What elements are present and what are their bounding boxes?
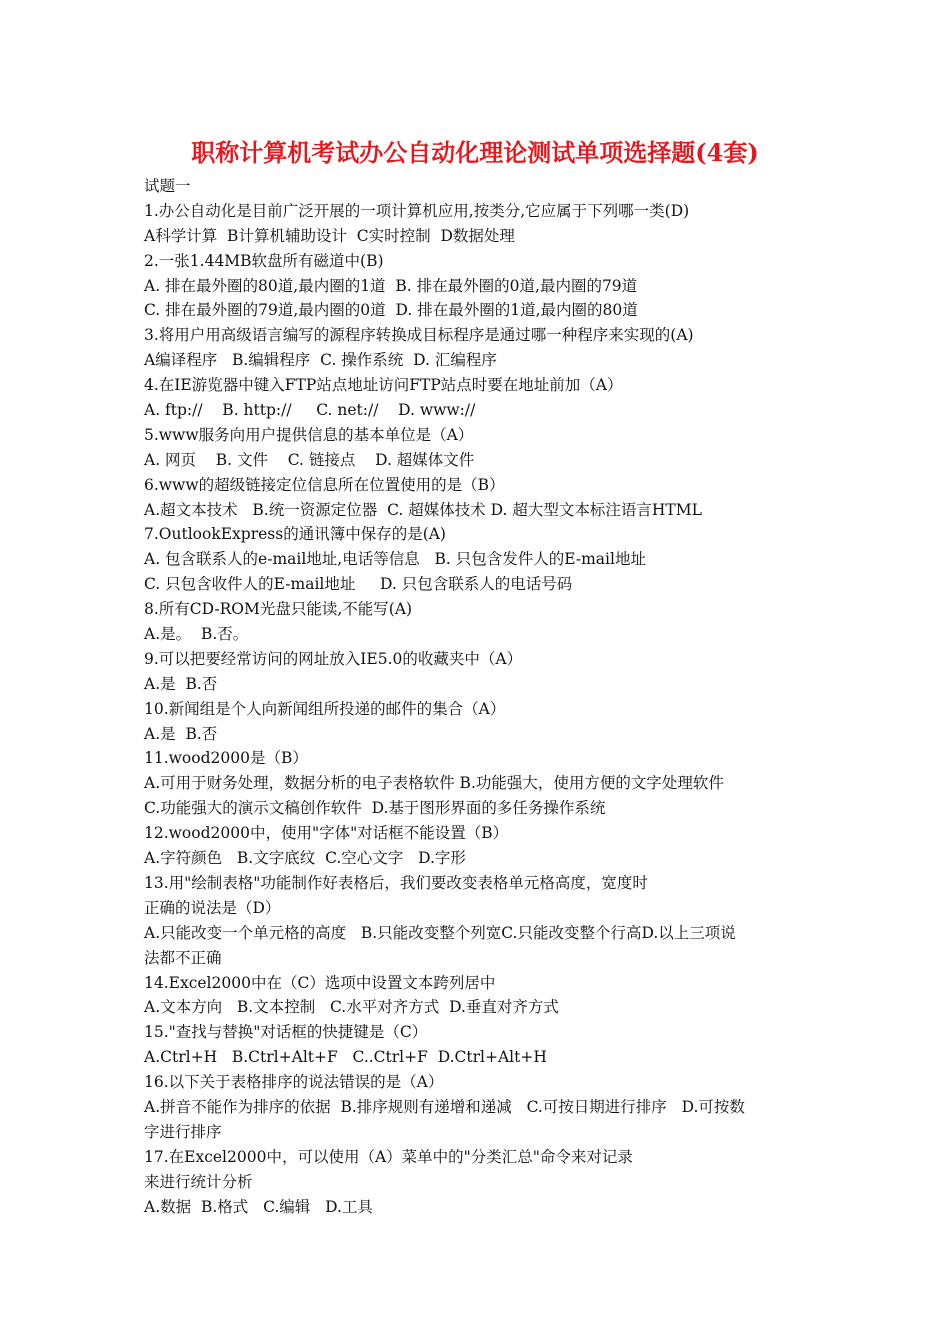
text-line: C. 排在最外圈的79道,最内圈的0道 D. 排在最外圈的1道,最内圈的80道 [144, 301, 638, 320]
text-line: C. 只包含收件人的E-mail地址 D. 只包含联系人的电话号码 [144, 575, 573, 594]
text-line: 来进行统计分析 [144, 1172, 253, 1191]
text-line: A. ftp:// B. http:// C. net:// D. www:// [144, 401, 476, 420]
text-line: 15."查找与替换"对话框的快捷键是（C） [144, 1023, 428, 1042]
text-line: 11.wood2000是（B） [144, 749, 308, 768]
text-line: A.数据 B.格式 C.编辑 D.工具 [144, 1197, 373, 1216]
text-line: 5.www服务向用户提供信息的基本单位是（A） [144, 425, 474, 444]
text-line: A. 排在最外圈的80道,最内圈的1道 B. 排在最外圈的0道,最内圈的79道 [144, 276, 638, 295]
text-line: 17.在Excel2000中，可以使用（A）菜单中的"分类汇总"命令来对记录 [144, 1147, 633, 1166]
text-line: 13.用"绘制表格"功能制作好表格后，我们要改变表格单元格高度，宽度时 [144, 873, 648, 892]
text-line: 6.www的超级链接定位信息所在位置使用的是（B） [144, 475, 505, 494]
text-line: 12.wood2000中，使用"字体"对话框不能设置（B） [144, 824, 509, 843]
text-line: 试题一 [144, 177, 191, 195]
text-line: 10.新闻组是个人向新闻组所投递的邮件的集合（A） [144, 699, 506, 718]
text-line: 16.以下关于表格排序的说法错误的是（A） [144, 1073, 444, 1092]
text-line: A.只能改变一个单元格的高度 B.只能改变整个列宽C.只能改变整个行高D.以上三项说 [144, 923, 736, 942]
text-line: 字进行排序 [144, 1122, 222, 1141]
text-line: A.Ctrl+H B.Ctrl+Alt+F C..Ctrl+F D.Ctrl+Alt+H [144, 1048, 547, 1067]
text-line: 7.OutlookExpress的通讯簿中保存的是(A) [144, 525, 446, 544]
text-line: A.超文本技术 B.统一资源定位器 C. 超媒体技术 D. 超大型文本标注语言HTML [144, 500, 702, 519]
text-line: A.拼音不能作为排序的依据 B.排序规则有递增和递减 C.可按日期进行排序 D.可按数 [144, 1097, 745, 1116]
text-line: A.字符颜色 B.文字底纹 C.空心文字 D.字形 [144, 849, 466, 868]
text-line: A科学计算 B计算机辅助设计 C实时控制 D数据处理 [144, 226, 515, 245]
text-line: 3.将用户用高级语言编写的源程序转换成目标程序是通过哪一种程序来实现的(A) [144, 326, 694, 345]
document-body [144, 174, 814, 1219]
text-line: A.文本方向 B.文本控制 C.水平对齐方式 D.垂直对齐方式 [144, 998, 559, 1017]
text-line: 9.可以把要经常访问的网址放入IE5.0的收藏夹中（A） [144, 649, 523, 668]
text-line: A.是。 B.否。 [144, 625, 249, 644]
text-line: A. 网页 B. 文件 C. 链接点 D. 超媒体文件 [144, 450, 475, 469]
text-line: A. 包含联系人的e-mail地址,电话等信息 B. 只包含发件人的E-mail地址 [144, 550, 646, 569]
text-line: A.是 B.否 [144, 674, 218, 693]
text-line: C.功能强大的演示文稿创作软件 D.基于图形界面的多任务操作系统 [144, 799, 606, 818]
document-title: 职称计算机考试办公自动化理论测试单项选择题(4套) [191, 138, 759, 167]
text-line: A编译程序 B.编辑程序 C. 操作系统 D. 汇编程序 [144, 351, 497, 370]
text-line: 4.在IE游览器中键入FTP站点地址访问FTP站点时要在地址前加（A） [144, 376, 623, 395]
text-line: A.可用于财务处理，数据分析的电子表格软件 B.功能强大，使用方便的文字处理软件 [144, 774, 724, 793]
text-line: 正确的说法是（D） [144, 898, 281, 917]
text-line: 2.一张1.44MB软盘所有磁道中(B) [144, 251, 384, 270]
text-line: A.是 B.否 [144, 724, 218, 743]
text-line: 14.Excel2000中在（C）选项中设置文本跨列居中 [144, 973, 496, 992]
text-line: 8.所有CD-ROM光盘只能读,不能写(A) [144, 600, 413, 619]
text-line: 法都不正确 [144, 948, 222, 967]
text-line: 1.办公自动化是目前广泛开展的一项计算机应用,按类分,它应属于下列哪一类(D) [144, 201, 690, 220]
